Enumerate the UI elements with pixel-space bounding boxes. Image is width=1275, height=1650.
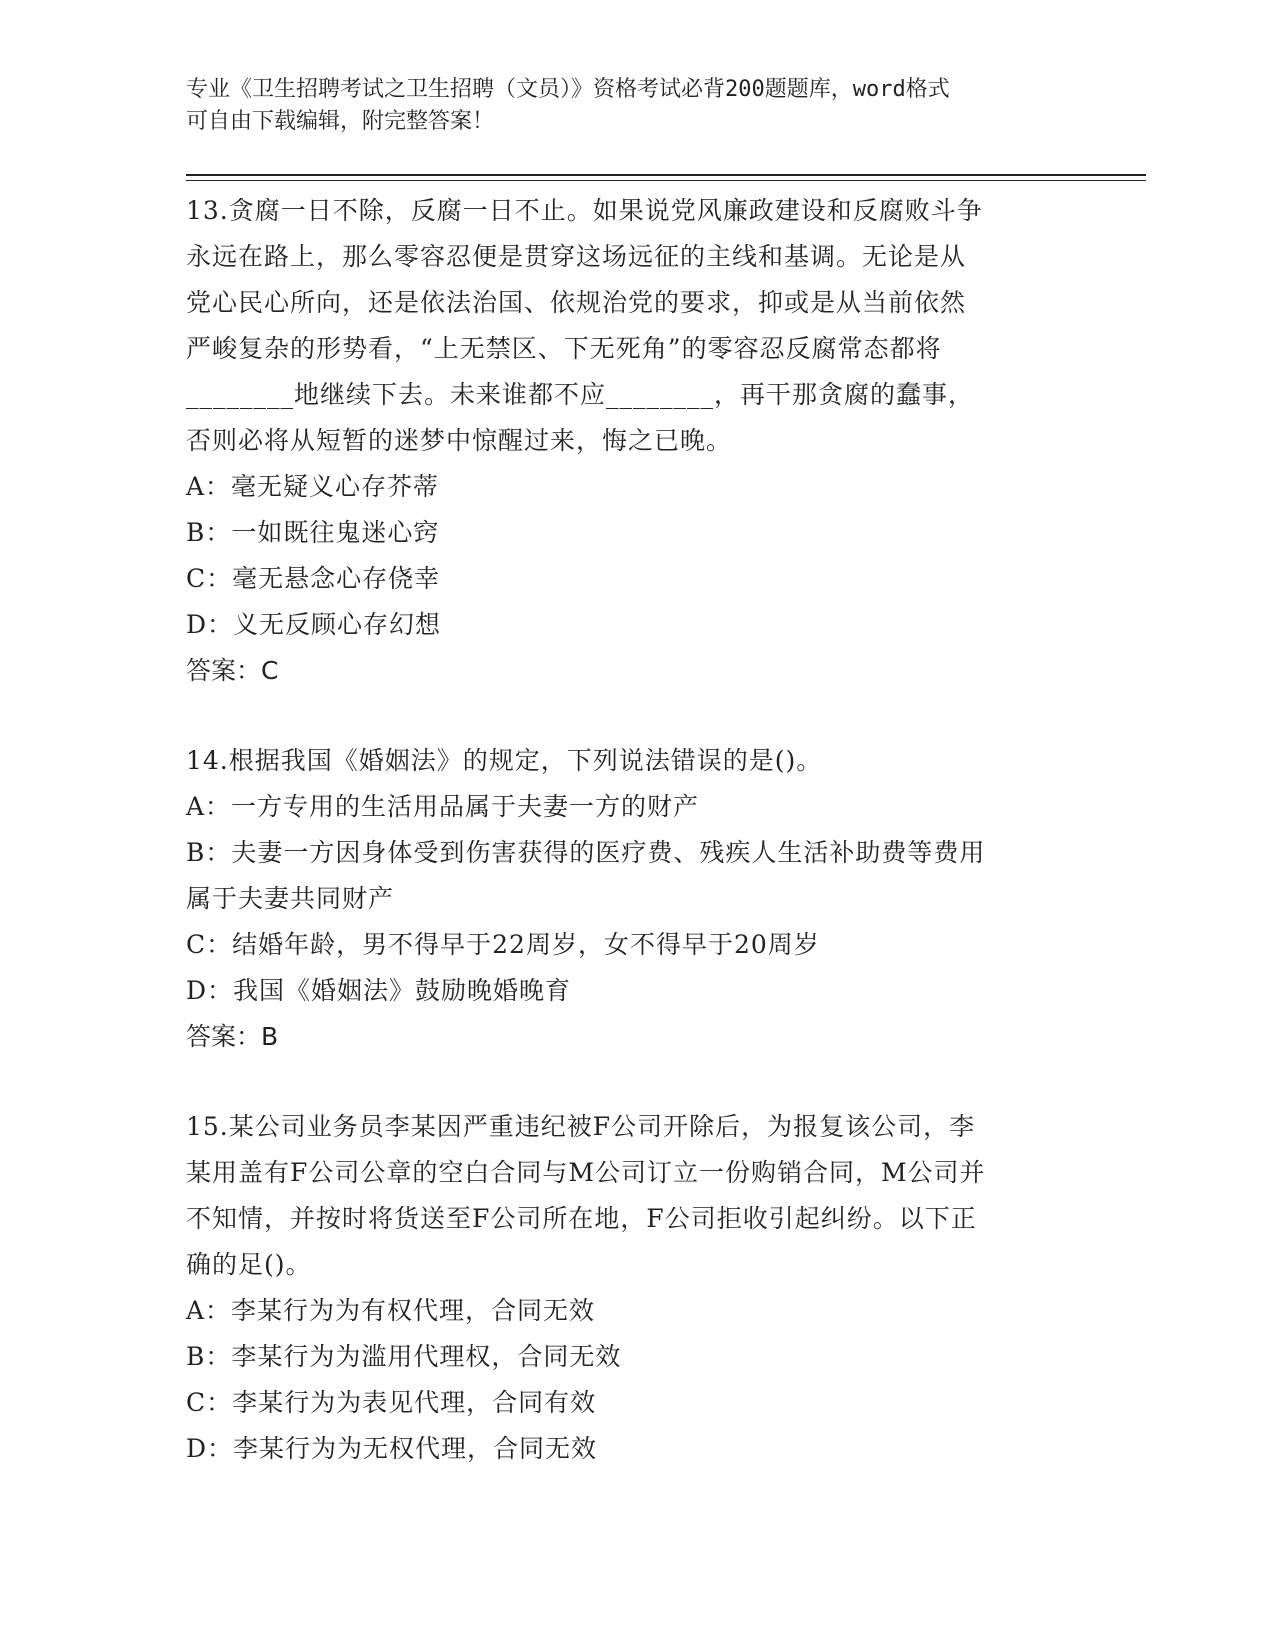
answer-line: 答案：C	[186, 656, 279, 685]
question-list	[186, 188, 1086, 1472]
header-divider-thin	[186, 180, 1146, 181]
question-text-line: 确的足()。	[186, 1250, 312, 1279]
question-text-line: 否则必将从短暂的迷梦中惊醒过来，悔之已晚。	[186, 426, 733, 455]
question-text-line: 13.贪腐一日不除，反腐一日不止。如果说党风廉政建设和反腐败斗争	[186, 196, 983, 225]
question-text-line: ________地继续下去。未来谁都不应________，再干那贪腐的蠢事，	[186, 380, 975, 409]
question-text-line: 14.根据我国《婚姻法》的规定，下列说法错误的是()。	[186, 746, 823, 775]
option-d: D：我国《婚姻法》鼓励晚婚晚育	[186, 976, 572, 1005]
document-header	[186, 74, 1066, 138]
question-text-line: 某用盖有F公司公章的空白合同与M公司订立一份购销合同，M公司并	[186, 1158, 986, 1187]
question-spacer	[186, 694, 1086, 738]
answer-line: 答案：B	[186, 1022, 279, 1051]
header-line-1: 专业《卫生招聘考试之卫生招聘（文员）》资格考试必背200题题库，word格式	[186, 77, 950, 102]
question-14	[186, 738, 1086, 1060]
option-b: B：李某行为为滥用代理权，合同无效	[186, 1342, 622, 1371]
question-spacer	[186, 1060, 1086, 1104]
option-a: A：一方专用的生活用品属于夫妻一方的财产	[186, 792, 700, 821]
option-d: D：李某行为为无权代理，合同无效	[186, 1434, 598, 1463]
option-d: D：义无反顾心存幻想	[186, 610, 442, 639]
option-a: A：毫无疑义心存芥蒂	[186, 472, 440, 501]
question-text-line: 党心民心所向，还是依法治国、依规治党的要求，抑或是从当前依然	[186, 288, 967, 317]
question-text-line: 15.某公司业务员李某因严重违纪被F公司开除后，为报复该公司，李	[186, 1112, 976, 1141]
option-a: A：李某行为为有权代理，合同无效	[186, 1296, 596, 1325]
option-b-continued: 属于夫妻共同财产	[186, 884, 395, 913]
question-text-line: 永远在路上，那么零容忍便是贯穿这场远征的主线和基调。无论是从	[186, 242, 967, 271]
question-text-line: 不知情，并按时将货送至F公司所在地，F公司拒收引起纠纷。以下正	[186, 1204, 977, 1233]
option-b: B：夫妻一方因身体受到伤害获得的医疗费、残疾人生活补助费等费用	[186, 838, 986, 867]
header-divider-thick	[186, 174, 1146, 176]
question-13	[186, 188, 1086, 694]
question-15	[186, 1104, 1086, 1472]
option-b: B：一如既往鬼迷心窍	[186, 518, 440, 547]
header-line-2: 可自由下载编辑，附完整答案！	[186, 109, 495, 134]
question-text-line: 严峻复杂的形势看，“上无禁区、下无死角”的零容忍反腐常态都将	[186, 334, 942, 363]
option-c: C：结婚年龄，男不得早于22周岁，女不得早于20周岁	[186, 930, 820, 959]
option-c: C：李某行为为表见代理，合同有效	[186, 1388, 597, 1417]
option-c: C：毫无悬念心存侥幸	[186, 564, 441, 593]
